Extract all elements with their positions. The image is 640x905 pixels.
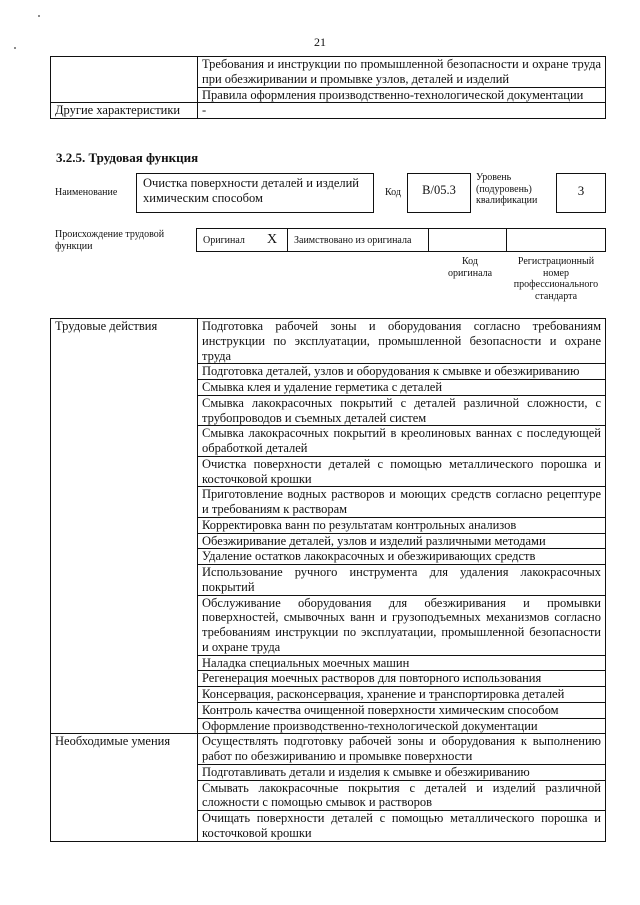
section-title: 3.2.5. Трудовая функция (56, 150, 199, 165)
list-item: Использование ручного инструмента для удаления лакокрасочных покрытий (198, 565, 606, 596)
list-item: Обслуживание оборудования для обезжиривания и промывки поверхностей, смывочных ванн и грузоподъемных механизмов согласно требованиям инструкции по эксплуатации, промышленной безопасности и охране труда (198, 595, 606, 655)
list-item: Очищать поверхности деталей с помощью металлического порошка и косточковой крошки (198, 811, 606, 842)
list-item: Смывка клея и удаление герметика с деталей (198, 380, 606, 396)
list-item: Осуществлять подготовку рабочей зоны и оборудования к выполнению работ по обезжириванию и промывке поверхности (198, 734, 606, 765)
table-row (51, 319, 606, 364)
name-value-box (136, 173, 374, 213)
function-name: Очистка поверхности деталей и изделий химическим способом (143, 176, 359, 205)
original-label: Оригинал (203, 235, 245, 246)
level-value: 3 (577, 183, 585, 198)
table-row-text: Правила оформления производственно-технологической документации (202, 87, 584, 102)
borrowed-box (287, 228, 429, 252)
other-characteristics-value: - (198, 103, 606, 119)
list-item: Корректировка ванн по результатам контрольных анализов (198, 517, 606, 533)
list-item: Регенерация моечных растворов для повторного использования (198, 671, 606, 687)
table-row (51, 734, 606, 765)
list-item: Подготавливать детали и изделия к смывке и обезжириванию (198, 764, 606, 780)
borrowed-label: Заимствовано из оригинала (294, 235, 412, 246)
labor-actions-label: Трудовые действия (51, 319, 198, 734)
reg-number-box (506, 228, 606, 252)
list-item: Очистка поверхности деталей с помощью металлического порошка и косточковой крошки (198, 456, 606, 487)
list-item: Наладка специальных моечных машин (198, 655, 606, 671)
table-row (51, 57, 606, 103)
level-value-box (556, 173, 606, 213)
top-table (50, 56, 606, 119)
table-cell (198, 57, 606, 103)
list-item: Обезжиривание деталей, узлов и изделий различными методами (198, 533, 606, 549)
code-original-caption: Код оригинала (447, 256, 493, 279)
code-value: B/05.3 (422, 183, 456, 197)
list-item: Удаление остатков лакокрасочных и обезжиривающих средств (198, 549, 606, 565)
code-original-box (428, 228, 507, 252)
page-number: 21 (314, 35, 326, 49)
required-skills-label: Необходимые умения (51, 734, 198, 841)
original-mark: X (267, 232, 278, 247)
code-value-box (407, 173, 471, 213)
list-item: Контроль качества очищенной поверхности химическим способом (198, 702, 606, 718)
original-box (196, 228, 288, 252)
list-item: Консервация, расконсервация, хранение и транспортировка деталей (198, 687, 606, 703)
code-label: Код (385, 187, 401, 198)
list-item: Смывать лакокрасочные покрытия с деталей и изделий различной сложности с помощью смывок и растворов (198, 780, 606, 811)
list-item: Смывка лакокрасочных покрытий в креолиновых ваннах с последующей обработкой деталей (198, 426, 606, 457)
origin-label: Происхождение трудовой функции (55, 229, 165, 252)
name-label: Наименование (55, 187, 118, 198)
table-row-text: Требования и инструкции по промышленной безопасности и охране труда при обезжиривании и промывке узлов, деталей и изделий (198, 57, 605, 88)
table-row (51, 103, 606, 119)
list-item: Приготовление водных растворов и моющих средств согласно рецептуре и требованиям к растворам (198, 487, 606, 518)
main-table (50, 318, 606, 842)
list-item: Подготовка рабочей зоны и оборудования согласно требованиям инструкции по эксплуатации, промышленной безопасности и охране труда (198, 319, 606, 364)
list-item: Смывка лакокрасочных покрытий с деталей различной сложности, с трубопроводов и съемных деталей систем (198, 395, 606, 426)
list-item: Оформление производственно-технологической документации (198, 718, 606, 734)
reg-number-caption: Регистрационный номер профессионального стандарта (513, 256, 599, 302)
qualification-level-label: Уровень (подуровень) квалификации (476, 172, 538, 206)
other-characteristics-label: Другие характеристики (51, 103, 198, 119)
table-cell (51, 57, 198, 103)
scan-speck (38, 15, 40, 17)
list-item: Подготовка деталей, узлов и оборудования к смывке и обезжириванию (198, 364, 606, 380)
